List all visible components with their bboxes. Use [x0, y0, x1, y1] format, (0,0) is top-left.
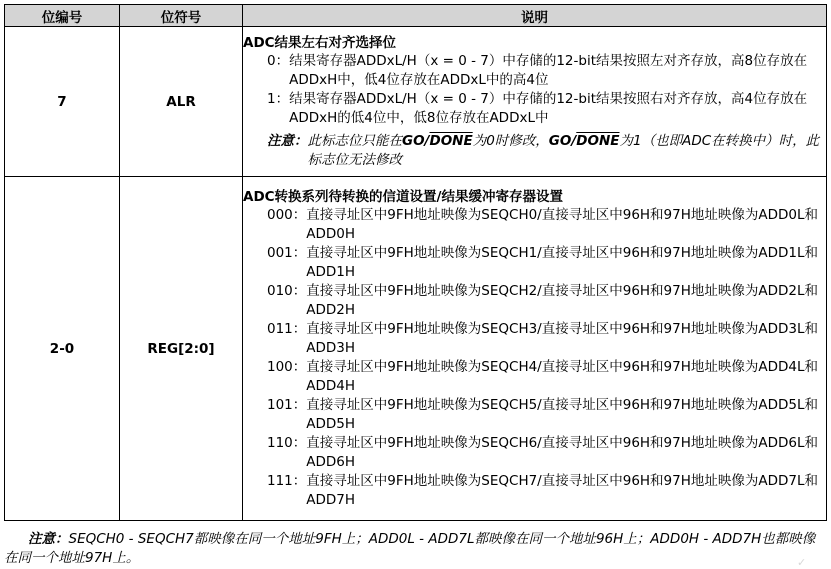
- note-label: 注意：: [267, 132, 308, 149]
- option-item: [243, 52, 826, 90]
- table-row-alr: [5, 27, 827, 177]
- option-item: [243, 434, 826, 472]
- description-title: ADC转换系列待转换的信道设置/结果缓冲寄存器设置: [243, 188, 563, 205]
- option-text: 直接寻址区中9FH地址映像为SEQCH2/直接寻址区中96H和97H地址映像为ADD2L和ADD2H: [306, 282, 819, 318]
- bit-cell: 7: [5, 27, 120, 177]
- description-cell: [243, 177, 827, 521]
- note-part: 为0时修改，: [472, 132, 549, 149]
- option-key: 110：: [267, 434, 307, 451]
- header-bit: 位编号: [5, 5, 120, 27]
- option-item: [243, 90, 826, 128]
- option-text: 直接寻址区中9FH地址映像为SEQCH7/直接寻址区中96H和97H地址映像为ADD7L和ADD7H: [306, 472, 819, 508]
- header-symbol: 位符号: [120, 5, 243, 27]
- option-text: 直接寻址区中9FH地址映像为SEQCH3/直接寻址区中96H和97H地址映像为ADD3L和ADD3H: [306, 320, 819, 356]
- note-part: 此标志位只能在: [307, 132, 402, 149]
- description-title: ADC结果左右对齐选择位: [243, 34, 397, 51]
- option-item: [243, 244, 826, 282]
- option-key: 010：: [267, 282, 307, 299]
- option-text: 直接寻址区中9FH地址映像为SEQCH6/直接寻址区中96H和97H地址映像为ADD6L和ADD6H: [306, 434, 819, 470]
- option-item: [243, 282, 826, 320]
- note-part: 为1（也即ADC在转换中）时，此标志位无法修改: [307, 132, 820, 168]
- option-key: 000：: [267, 206, 307, 223]
- option-item: [243, 320, 826, 358]
- footnote-label: 注意：: [28, 531, 69, 547]
- option-item: [243, 358, 826, 396]
- watermark-mark-icon: ✓: [797, 556, 807, 569]
- bit-cell: 2-0: [5, 177, 120, 521]
- table-row-reg: [5, 177, 827, 521]
- table-header-row: [5, 5, 827, 27]
- option-key: 101：: [267, 396, 307, 413]
- done-signal-overline: DONE: [429, 132, 473, 149]
- footnote: [4, 530, 826, 568]
- register-table: [4, 4, 827, 521]
- go-signal: GO/: [402, 132, 430, 149]
- option-text: 直接寻址区中9FH地址映像为SEQCH5/直接寻址区中96H和97H地址映像为ADD5L和ADD5H: [306, 396, 819, 432]
- symbol-cell: REG[2:0]: [120, 177, 243, 521]
- option-key: 001：: [267, 244, 307, 261]
- option-text: 直接寻址区中9FH地址映像为SEQCH1/直接寻址区中96H和97H地址映像为ADD1L和ADD1H: [306, 244, 819, 280]
- option-key: 1：: [267, 90, 290, 107]
- description-cell: [243, 27, 827, 177]
- option-item: [243, 396, 826, 434]
- option-key: 111：: [267, 472, 307, 489]
- footnote-text: SEQCH0 - SEQCH7都映像在同一个地址9FH上；ADD0L - ADD7L都映像在同一个地址96H上；ADD0H - ADD7H也都映像在同一个地址97H上。: [4, 531, 816, 566]
- option-text: 结果寄存器ADDxL/H（x = 0 - 7）中存储的12-bit结果按照左对齐存放，高8位存放在ADDxH中，低4位存放在ADDxL中的高4位: [289, 52, 808, 88]
- done-signal-overline: DONE: [576, 132, 620, 149]
- option-key: 0：: [267, 52, 290, 69]
- option-text: 直接寻址区中9FH地址映像为SEQCH0/直接寻址区中96H和97H地址映像为ADD0L和ADD0H: [306, 206, 819, 242]
- symbol-cell: ALR: [120, 27, 243, 177]
- header-description: 说明: [243, 5, 827, 27]
- option-item: [243, 206, 826, 244]
- go-signal: GO/: [548, 132, 577, 149]
- option-item: [243, 472, 826, 510]
- option-text: 直接寻址区中9FH地址映像为SEQCH4/直接寻址区中96H和97H地址映像为ADD4L和ADD4H: [306, 358, 819, 394]
- option-text: 结果寄存器ADDxL/H（x = 0 - 7）中存储的12-bit结果按照右对齐存放，高4位存放在ADDxH的低4位中，低8位存放在ADDxL中: [289, 90, 808, 126]
- note: [243, 132, 826, 170]
- option-key: 100：: [267, 358, 307, 375]
- note-text: [308, 132, 827, 170]
- option-key: 011：: [267, 320, 307, 337]
